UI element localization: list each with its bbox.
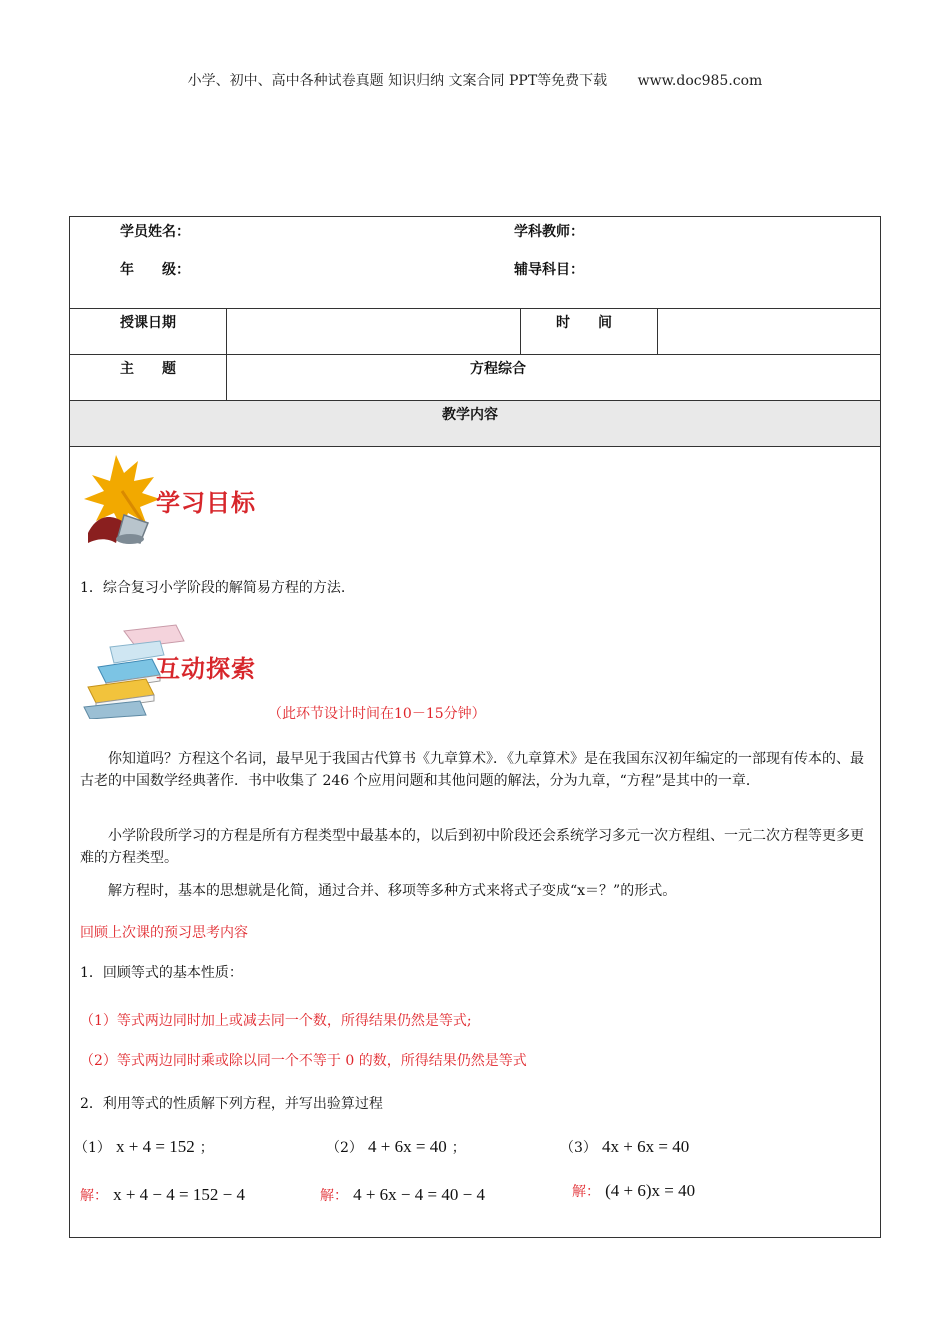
problem-label: （1） [74, 1140, 111, 1156]
problem-list [70, 1137, 880, 1217]
student-name-label: 学员姓名： [120, 224, 190, 240]
problem-label: （3） [560, 1140, 597, 1156]
property-2: （2）等式两边同时乘或除以同一个不等于 0 的数，所得结果仍然是等式 [80, 1053, 527, 1069]
goals-banner [78, 451, 268, 551]
content-header-row [70, 401, 880, 447]
problem-equation: x + 4 = 152 [116, 1137, 195, 1156]
date-label: 授课日期 [120, 315, 176, 331]
review-item-1: 1．回顾等式的基本性质： [80, 965, 243, 981]
solve-label: 解： [320, 1188, 348, 1204]
problem-label: （2） [326, 1140, 363, 1156]
solution-step: x + 4 − 4 = 152 − 4 [113, 1185, 245, 1204]
paragraph-1: 你知道吗？方程这个名词，最早见于我国古代算书《九章算术》．《九章算术》是在我国东汉初年编定的一部现有传本的、最古老的中国数学经典著作．书中收集了 246 个应用问题和其他问题的解法，分为九章，“方程”是其中的一章． [80, 751, 864, 789]
problem-tail: ； [199, 1140, 214, 1156]
lesson-sheet [69, 216, 881, 1238]
review-title: 回顾上次课的预习思考内容 [80, 925, 248, 941]
paragraph-3: 解方程时，基本的思想就是化简，通过合并、移项等多种方式来将式子变成“x＝？”的形式。 [108, 883, 677, 899]
date-row [70, 309, 880, 355]
problem-3 [560, 1137, 689, 1157]
date-field[interactable] [228, 309, 520, 353]
explore-title: 互动探索 [156, 655, 256, 683]
review-item-2: 2．利用等式的性质解下列方程，并写出验算过程 [80, 1096, 383, 1112]
divider [226, 309, 227, 354]
goals-title: 学习目标 [156, 489, 256, 517]
problem-equation: 4 + 6x = 40 [368, 1137, 447, 1156]
topic-row [70, 355, 880, 401]
explore-banner [80, 623, 280, 719]
solve-label: 解： [572, 1184, 600, 1200]
header-text: 小学、初中、高中各种试卷真题 知识归纳 文案合同 PPT等免费下载 [187, 73, 608, 89]
explore-note: （此环节设计时间在10－15分钟） [268, 706, 486, 722]
time-label: 时 间 [556, 315, 612, 331]
divider [657, 309, 658, 354]
topic-label: 主 题 [120, 361, 176, 377]
content-header: 教学内容 [442, 407, 498, 423]
topic-value: 方程综合 [470, 361, 526, 377]
problem-tail: ； [451, 1140, 466, 1156]
teacher-label: 学科教师： [514, 224, 584, 240]
solution-step: 4 + 6x − 4 = 40 − 4 [353, 1185, 485, 1204]
solution-3 [572, 1181, 695, 1201]
grade-label: 年 级： [120, 262, 190, 278]
solution-2 [320, 1185, 485, 1205]
goal-1: 1．综合复习小学阶段的解简易方程的方法. [80, 580, 346, 596]
property-1: （1）等式两边同时加上或减去同一个数，所得结果仍然是等式; [80, 1013, 472, 1029]
divider [520, 309, 521, 354]
info-row [70, 217, 880, 309]
subject-label: 辅导科目： [514, 262, 584, 278]
paragraph-2: 小学阶段所学习的方程是所有方程类型中最基本的，以后到初中阶段还会系统学习多元一次方程组、一元二次方程等更多更难的方程类型。 [80, 828, 864, 866]
problem-equation: 4x + 6x = 40 [602, 1137, 690, 1156]
divider [226, 355, 227, 400]
time-field[interactable] [659, 309, 879, 353]
header-site-link[interactable]: www.doc985.com [637, 73, 763, 89]
solution-1 [80, 1185, 245, 1205]
problem-1 [74, 1137, 214, 1157]
page-header [0, 70, 950, 90]
solution-step: (4 + 6)x = 40 [605, 1181, 696, 1200]
problem-2 [326, 1137, 466, 1157]
solve-label: 解： [80, 1188, 108, 1204]
